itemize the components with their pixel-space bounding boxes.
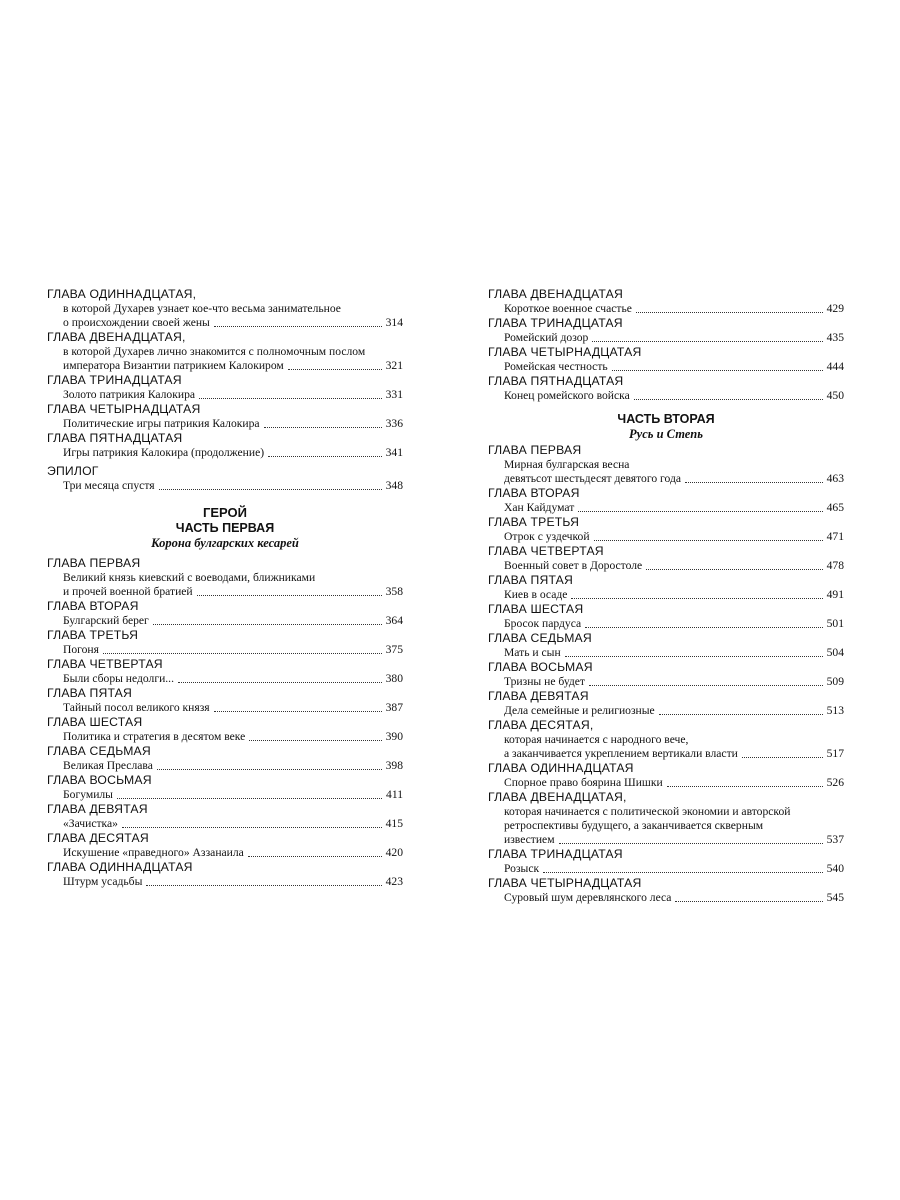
chapter-title-last-line (504, 360, 844, 374)
chapter-title-last-line (504, 675, 844, 689)
chapter-description (488, 776, 844, 790)
page-number: 398 (385, 759, 403, 772)
chapter-heading: ГЛАВА ДВЕНАДЦАТАЯ, (47, 330, 186, 344)
left-page-toc (47, 287, 403, 889)
chapter-description (488, 501, 844, 515)
toc-entry (488, 287, 844, 316)
dot-leader (122, 827, 382, 828)
chapter-title: Погоня (63, 643, 99, 656)
chapter-title: Хан Кайдумат (504, 501, 575, 514)
chapter-title-last-line (504, 776, 844, 790)
dot-leader (178, 682, 382, 683)
chapter-heading: ГЛАВА ОДИННАДЦАТАЯ (47, 860, 193, 874)
page-number: 429 (826, 302, 844, 315)
toc-block (47, 556, 403, 889)
page-number: 545 (826, 891, 844, 904)
toc-entry (47, 715, 403, 744)
dot-leader (634, 399, 823, 400)
chapter-title-last-line (63, 817, 403, 831)
toc-entry (488, 443, 844, 486)
dot-leader (157, 769, 382, 770)
chapter-title-last-line (63, 359, 403, 373)
chapter-title: Мать и сын (504, 646, 561, 659)
toc-entry (488, 689, 844, 718)
chapter-title: Политика и стратегия в десятом веке (63, 730, 246, 743)
page-number: 463 (826, 472, 844, 485)
page-number: 471 (826, 530, 844, 543)
page-number: 509 (826, 675, 844, 688)
chapter-title-line: которая начинается с политической экономии и авторской (504, 805, 791, 818)
chapter-heading: ГЛАВА СЕДЬМАЯ (47, 744, 151, 758)
chapter-description (488, 530, 844, 544)
chapter-title-line: ретроспективы будущего, а заканчивается скверным (504, 819, 764, 832)
chapter-description (47, 875, 403, 889)
chapter-heading: ГЛАВА ОДИННАДЦАТАЯ, (47, 287, 197, 301)
chapter-title: Золото патрикия Калокира (63, 388, 196, 401)
chapter-heading: ГЛАВА ОДИННАДЦАТАЯ (488, 761, 634, 775)
page-number: 411 (386, 788, 403, 801)
chapter-title: Ромейский дозор (504, 331, 589, 344)
chapter-heading: ГЛАВА ДЕСЯТАЯ, (488, 718, 594, 732)
chapter-heading: ГЛАВА ВОСЬМАЯ (488, 660, 593, 674)
chapter-description (488, 331, 844, 345)
chapter-title-last-line (504, 833, 844, 847)
toc-entry (488, 790, 844, 847)
chapter-description (488, 862, 844, 876)
chapter-heading: ГЛАВА ТРИНАДЦАТАЯ (488, 847, 623, 861)
toc-entry (47, 599, 403, 628)
chapter-title: Спорное право боярина Шишки (504, 776, 663, 789)
toc-entry (47, 802, 403, 831)
chapter-title: Короткое военное счастье (504, 302, 632, 315)
dot-leader (199, 398, 382, 399)
chapter-heading: ГЛАВА ПЕРВАЯ (488, 443, 582, 457)
chapter-title: известием (504, 833, 555, 846)
page-number: 336 (385, 417, 403, 430)
page-number: 450 (826, 389, 844, 402)
chapter-description (488, 733, 844, 761)
chapter-description (488, 704, 844, 718)
page-number: 314 (385, 316, 403, 329)
toc-entry (47, 330, 403, 373)
chapter-title-last-line (63, 672, 403, 686)
chapter-title: Искушение «праведного» Аззанаила (63, 846, 244, 859)
chapter-heading: ГЛАВА ЧЕТВЕРТАЯ (488, 544, 604, 558)
chapter-title-last-line (504, 891, 844, 905)
chapter-description (47, 701, 403, 715)
chapter-heading: ГЛАВА ЧЕТЫРНАДЦАТАЯ (47, 402, 201, 416)
page-number: 478 (826, 559, 844, 572)
chapter-heading: ГЛАВА ВОСЬМАЯ (47, 773, 152, 787)
chapter-description (488, 302, 844, 316)
chapter-title: Булгарский берег (63, 614, 149, 627)
chapter-description (47, 846, 403, 860)
page-number: 358 (385, 585, 403, 598)
chapter-heading: ГЛАВА ТРИНАДЦАТАЯ (47, 373, 182, 387)
chapter-title: Штурм усадьбы (63, 875, 143, 888)
dot-leader (675, 901, 822, 902)
chapter-description (488, 360, 844, 374)
toc-block (47, 287, 403, 460)
chapter-title-line: которая начинается с народного вече, (504, 733, 689, 746)
dot-leader (288, 369, 382, 370)
chapter-title-line: Великий князь киевский с воеводами, ближниками (63, 571, 316, 584)
dot-leader (578, 511, 822, 512)
chapter-title-line: в которой Духарев лично знакомится с полномочным послом (63, 345, 366, 358)
chapter-heading: ГЛАВА ТРЕТЬЯ (488, 515, 580, 529)
part-title: ЧАСТЬ ВТОРАЯ (617, 412, 715, 426)
chapter-title-last-line (63, 788, 403, 802)
toc-entry (488, 515, 844, 544)
chapter-heading: ГЛАВА ПЯТАЯ (47, 686, 133, 700)
chapter-title-last-line (63, 417, 403, 431)
chapter-heading: ГЛАВА ШЕСТАЯ (47, 715, 143, 729)
toc-entry (488, 573, 844, 602)
page-number: 517 (826, 747, 844, 760)
chapter-title: Были сборы недолги... (63, 672, 174, 685)
chapter-description (47, 417, 403, 431)
dot-leader (667, 786, 823, 787)
page-number: 435 (826, 331, 844, 344)
dot-leader (585, 627, 822, 628)
toc-entry (47, 773, 403, 802)
chapter-title: Тайный посол великого князя (63, 701, 210, 714)
chapter-description (47, 672, 403, 686)
chapter-description (47, 479, 403, 493)
toc-entry (488, 761, 844, 790)
chapter-title-last-line (504, 704, 844, 718)
toc-entry (47, 287, 403, 330)
chapter-title-line: в которой Духарев узнает кое-что весьма занимательное (63, 302, 341, 315)
chapter-title: и прочей военной братией (63, 585, 193, 598)
chapter-description (488, 559, 844, 573)
toc-entry (47, 744, 403, 773)
toc-entry (47, 657, 403, 686)
page-number: 331 (385, 388, 403, 401)
chapter-heading: ГЛАВА ТРИНАДЦАТАЯ (488, 316, 623, 330)
chapter-title: Суровый шум деревлянского леса (504, 891, 672, 904)
page-number: 348 (385, 479, 403, 492)
chapter-title: Тризны не будет (504, 675, 585, 688)
page-number: 540 (826, 862, 844, 875)
chapter-title-last-line (504, 646, 844, 660)
chapter-description (47, 643, 403, 657)
dot-leader (659, 714, 823, 715)
right-page-toc (488, 287, 844, 905)
chapter-description (488, 617, 844, 631)
page-number: 375 (385, 643, 403, 656)
part-subtitle: Корона булгарских кесарей (151, 536, 299, 550)
dot-leader (636, 312, 823, 313)
dot-leader (214, 711, 382, 712)
dot-leader (249, 740, 381, 741)
chapter-heading: ГЛАВА ЧЕТЫРНАДЦАТАЯ (488, 345, 642, 359)
chapter-title-last-line (504, 559, 844, 573)
toc-entry (488, 660, 844, 689)
chapter-heading: ГЛАВА ВТОРАЯ (47, 599, 139, 613)
chapter-heading: ГЛАВА ДВЕНАДЦАТАЯ, (488, 790, 627, 804)
dot-leader (214, 326, 382, 327)
chapter-title-last-line (63, 585, 403, 599)
dot-leader (646, 569, 822, 570)
page-number: 387 (385, 701, 403, 714)
toc-entry (488, 374, 844, 403)
chapter-title-last-line (504, 617, 844, 631)
toc-entry (488, 602, 844, 631)
toc-entry (47, 431, 403, 460)
chapter-heading: ГЛАВА ДЕВЯТАЯ (47, 802, 148, 816)
dot-leader (612, 370, 823, 371)
chapter-title: Игры патрикия Калокира (продолжение) (63, 446, 265, 459)
chapter-title-last-line (504, 747, 844, 761)
chapter-description (47, 614, 403, 628)
chapter-title: о происхождении своей жены (63, 316, 210, 329)
page-number: 537 (826, 833, 844, 846)
chapter-heading: ГЛАВА ЧЕТВЕРТАЯ (47, 657, 163, 671)
dot-leader (264, 427, 382, 428)
part-subtitle: Русь и Степь (629, 427, 703, 441)
chapter-title: Розыск (504, 862, 540, 875)
dot-leader (592, 341, 822, 342)
chapter-title-last-line (63, 875, 403, 889)
page-number: 504 (826, 646, 844, 659)
page-number: 491 (826, 588, 844, 601)
chapter-heading: ГЛАВА ПЯТНАДЦАТАЯ (488, 374, 624, 388)
toc-block (488, 443, 844, 905)
chapter-heading: ГЛАВА ДЕСЯТАЯ (47, 831, 149, 845)
dot-leader (543, 872, 823, 873)
chapter-description (47, 388, 403, 402)
dot-leader (117, 798, 382, 799)
chapter-heading: ГЛАВА СЕДЬМАЯ (488, 631, 592, 645)
chapter-title: Великая Преслава (63, 759, 153, 772)
chapter-description (47, 571, 403, 599)
chapter-description (488, 805, 844, 847)
chapter-title-last-line (63, 759, 403, 773)
chapter-title: Военный совет в Доростоле (504, 559, 643, 572)
dot-leader (268, 456, 382, 457)
chapter-description (47, 345, 403, 373)
chapter-title: Конец ромейского войска (504, 389, 630, 402)
part-title: ЧАСТЬ ПЕРВАЯ (175, 521, 275, 535)
chapter-description (47, 446, 403, 460)
dot-leader (559, 843, 823, 844)
chapter-title: Киев в осаде (504, 588, 568, 601)
toc-entry (488, 345, 844, 374)
chapter-description (47, 302, 403, 330)
chapter-heading: ГЛАВА ТРЕТЬЯ (47, 628, 139, 642)
chapter-title: Богумилы (63, 788, 113, 801)
chapter-description (488, 646, 844, 660)
toc-entry (47, 831, 403, 860)
dot-leader (197, 595, 382, 596)
chapter-description (47, 788, 403, 802)
dot-leader (571, 598, 822, 599)
chapter-heading: ГЛАВА ДЕВЯТАЯ (488, 689, 589, 703)
chapter-heading: ГЛАВА ЧЕТЫРНАДЦАТАЯ (488, 876, 642, 890)
chapter-title-last-line (63, 388, 403, 402)
chapter-title: императора Византии патрикием Калокиром (63, 359, 284, 372)
toc-entry (47, 556, 403, 599)
chapter-title-last-line (504, 588, 844, 602)
book-part-heading (47, 505, 403, 551)
chapter-description (488, 588, 844, 602)
chapter-description (488, 458, 844, 486)
page-number: 341 (385, 446, 403, 459)
chapter-title-last-line (63, 701, 403, 715)
chapter-description (47, 817, 403, 831)
chapter-title-last-line (504, 501, 844, 515)
chapter-title: Ромейская честность (504, 360, 608, 373)
part-heading (488, 412, 844, 442)
chapter-title: Дела семейные и религиозные (504, 704, 655, 717)
toc-block (488, 287, 844, 403)
page-number: 513 (826, 704, 844, 717)
toc-entry (47, 860, 403, 889)
chapter-description (488, 891, 844, 905)
epilog-entry-wrap (47, 464, 403, 493)
dot-leader (589, 685, 823, 686)
toc-entry (488, 631, 844, 660)
dot-leader (153, 624, 382, 625)
dot-leader (146, 885, 381, 886)
book-title: ГЕРОЙ (203, 505, 247, 520)
toc-entry (47, 464, 403, 493)
chapter-title: Политические игры патрикия Калокира (63, 417, 260, 430)
dot-leader (103, 653, 382, 654)
toc-entry (47, 686, 403, 715)
toc-entry (488, 316, 844, 345)
dot-leader (685, 482, 823, 483)
dot-leader (159, 489, 382, 490)
toc-entry (47, 402, 403, 431)
page-number: 444 (826, 360, 844, 373)
dot-leader (742, 757, 823, 758)
page-number: 364 (385, 614, 403, 627)
chapter-title-last-line (63, 614, 403, 628)
chapter-heading: ГЛАВА ВТОРАЯ (488, 486, 580, 500)
dot-leader (565, 656, 823, 657)
page-number: 415 (385, 817, 403, 830)
chapter-title: «Зачистка» (63, 817, 118, 830)
page-number: 420 (385, 846, 403, 859)
toc-entry (488, 876, 844, 905)
chapter-title-line: Мирная булгарская весна (504, 458, 630, 471)
chapter-heading: ЭПИЛОГ (47, 464, 99, 478)
toc-entry (488, 544, 844, 573)
page-number: 465 (826, 501, 844, 514)
chapter-title-last-line (63, 730, 403, 744)
chapter-title-last-line (504, 331, 844, 345)
chapter-heading: ГЛАВА ДВЕНАДЦАТАЯ (488, 287, 623, 301)
toc-entry (488, 486, 844, 515)
toc-entry (47, 628, 403, 657)
chapter-heading: ГЛАВА ПЕРВАЯ (47, 556, 141, 570)
chapter-heading: ГЛАВА ПЯТАЯ (488, 573, 574, 587)
chapter-title-last-line (504, 472, 844, 486)
chapter-title-last-line (504, 862, 844, 876)
dot-leader (248, 856, 382, 857)
chapter-heading: ГЛАВА ПЯТНАДЦАТАЯ (47, 431, 183, 445)
chapter-title-last-line (63, 316, 403, 330)
toc-entry (47, 373, 403, 402)
toc-entry (488, 847, 844, 876)
page-number: 380 (385, 672, 403, 685)
chapter-heading: ГЛАВА ШЕСТАЯ (488, 602, 584, 616)
page-number: 390 (385, 730, 403, 743)
chapter-title-last-line (504, 302, 844, 316)
page-number: 526 (826, 776, 844, 789)
chapter-title: Отрок с уздечкой (504, 530, 590, 543)
dot-leader (594, 540, 823, 541)
chapter-title: девятьсот шестьдесят девятого года (504, 472, 681, 485)
page-number: 423 (385, 875, 403, 888)
chapter-description (488, 389, 844, 403)
chapter-title-last-line (63, 446, 403, 460)
chapter-title: Бросок пардуса (504, 617, 582, 630)
page-number: 501 (826, 617, 844, 630)
chapter-description (488, 675, 844, 689)
chapter-title: а заканчивается укреплением вертикали власти (504, 747, 738, 760)
chapter-title: Три месяца спустя (63, 479, 155, 492)
chapter-description (47, 759, 403, 773)
page-number: 321 (385, 359, 403, 372)
chapter-title-last-line (63, 846, 403, 860)
chapter-title-last-line (504, 389, 844, 403)
chapter-title-last-line (63, 479, 403, 493)
chapter-title-last-line (504, 530, 844, 544)
chapter-description (47, 730, 403, 744)
toc-entry (488, 718, 844, 761)
chapter-title-last-line (63, 643, 403, 657)
